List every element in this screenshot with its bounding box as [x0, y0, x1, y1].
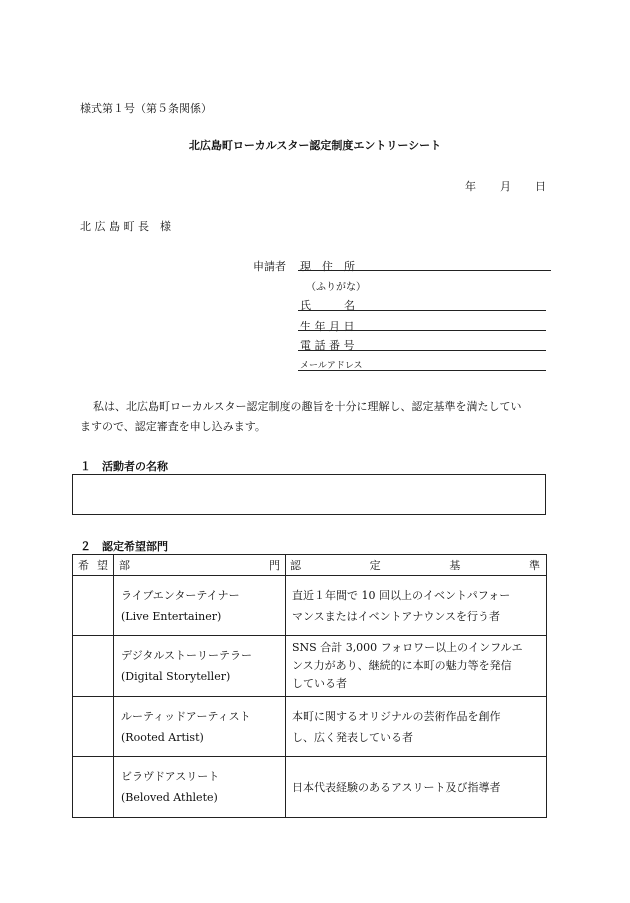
- phone-line[interactable]: [298, 350, 546, 351]
- wish-cell[interactable]: [73, 757, 114, 818]
- criteria-line: 直近１年間で 10 回以上のイベントパフォー: [292, 588, 511, 602]
- dept-name-en: (Rooted Artist): [121, 730, 204, 744]
- address-line[interactable]: [298, 270, 551, 271]
- header-dept-char: 部: [119, 559, 130, 572]
- header-criteria-char: 準: [528, 559, 540, 572]
- criteria-line: マンスまたはイベントアナウンスを行う者: [292, 609, 501, 623]
- wish-cell[interactable]: [73, 697, 114, 757]
- dept-name-en: (Beloved Athlete): [121, 791, 218, 804]
- dept-name-ja: デジタルストーリーテラー: [121, 649, 253, 662]
- dept-cell: [114, 576, 286, 636]
- criteria-cell: [286, 576, 547, 636]
- table-header-row: [73, 555, 547, 576]
- criteria-cell: [286, 757, 547, 818]
- address-label: 現 住 所: [300, 260, 355, 273]
- email-label: メールアドレス: [300, 361, 363, 371]
- dept-cell: [114, 636, 286, 697]
- document-title: 北広島町ローカルスター認定制度エントリーシート: [188, 139, 442, 152]
- declaration-line-1: 私は、北広島町ローカルスター認定制度の趣旨を十分に理解し、認定基準を満たしてい: [93, 400, 522, 413]
- criteria-line: ンス力があり、継続的に本町の魅力等を発信: [292, 659, 512, 672]
- section-1-title: １ 活動者の名称: [80, 460, 168, 473]
- criteria-line: 本町に関するオリジナルの芸術作品を創作: [292, 709, 501, 723]
- criteria-line: SNS 合計 3,000 フォロワー以上のインフルエ: [292, 641, 523, 654]
- name-line[interactable]: [298, 310, 546, 311]
- header-wish-char: 希: [78, 559, 89, 572]
- criteria-line: し、広く発表している者: [292, 730, 413, 744]
- applicant-label: 申請者: [253, 260, 286, 273]
- furigana-label: （ふりがな）: [306, 282, 366, 293]
- dept-name-ja: ビラヴドアスリート: [121, 770, 220, 783]
- addressee: 北 広 島 町 長 様: [80, 220, 171, 233]
- phone-label: 電 話 番 号: [300, 339, 355, 352]
- wish-cell[interactable]: [73, 636, 114, 697]
- date-day-label: 日: [535, 180, 546, 193]
- dept-cell: [114, 697, 286, 757]
- email-line[interactable]: [298, 370, 546, 371]
- date-year-label: 年: [465, 180, 476, 193]
- birthdate-line[interactable]: [298, 330, 546, 331]
- criteria-line: している者: [292, 677, 347, 690]
- header-wish: [73, 555, 114, 576]
- criteria-cell: [286, 697, 547, 757]
- table-row: [73, 636, 547, 697]
- header-dept: [114, 555, 286, 576]
- wish-cell[interactable]: [73, 576, 114, 636]
- date-month-label: 月: [500, 180, 511, 193]
- birthdate-label: 生 年 月 日: [300, 320, 355, 333]
- declaration-line-2: ますので、認定審査を申し込みます。: [80, 420, 266, 433]
- header-criteria-char: 認: [290, 559, 301, 572]
- table-row: [73, 757, 547, 818]
- table-row: [73, 576, 547, 636]
- header-criteria: [286, 555, 547, 576]
- criteria-cell: [286, 636, 547, 697]
- dept-name-ja: ライブエンターテイナー: [121, 588, 240, 602]
- dept-cell: [114, 757, 286, 818]
- category-table: [72, 554, 547, 818]
- dept-name-en: (Digital Storyteller): [121, 670, 231, 683]
- dept-name-en: (Live Entertainer): [121, 609, 222, 623]
- name-label: 氏 名: [300, 299, 355, 312]
- header-wish-char: 望: [97, 559, 108, 572]
- header-criteria-char: 定: [369, 559, 381, 572]
- dept-name-ja: ルーティッドアーティスト: [121, 709, 251, 723]
- header-dept-char: 門: [269, 559, 280, 572]
- criteria-line: 日本代表経験のあるアスリート及び指導者: [292, 780, 501, 794]
- header-criteria-char: 基: [449, 559, 461, 572]
- section-2-title: ２ 認定希望部門: [80, 540, 168, 553]
- form-reference: 様式第１号（第５条関係）: [80, 102, 212, 115]
- table-row: [73, 697, 547, 757]
- activity-name-field[interactable]: [72, 474, 546, 515]
